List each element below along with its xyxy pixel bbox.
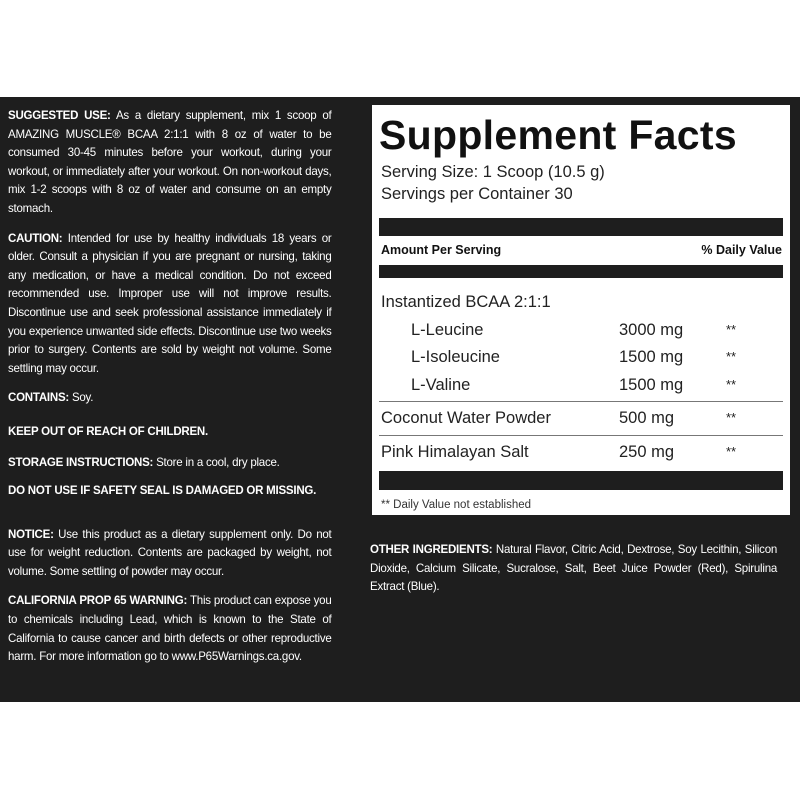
keep-out-text: KEEP OUT OF REACH OF CHILDREN. [8,423,208,438]
serving-info [381,161,605,205]
facts-row [381,321,783,349]
storage-section [8,453,332,472]
seal-warning [8,481,332,500]
facts-row [381,443,783,471]
divider-bar-bottom [379,471,783,490]
facts-row [381,409,783,437]
ingredient-name: L-Isoleucine [411,348,500,366]
other-ingredients-label: OTHER INGREDIENTS: [370,542,493,556]
daily-value-footnote: ** Daily Value not established [381,499,532,511]
directions-warnings-column [8,106,332,677]
notice-text: Use this product as a dietary supplement only. Do not use for weight reduction. Contents are packaged by weight, not volume. Some settling of powder may occur. [8,526,332,578]
prop65-section [8,591,332,665]
ingredient-amount: 500 mg [619,409,675,427]
ingredient-amount: 250 mg [619,443,675,461]
storage-text: Store in a cool, dry place. [153,454,280,469]
row-separator [379,435,783,436]
facts-row [381,348,783,376]
ingredient-amount: 3000 mg [619,321,684,339]
caution-text: Intended for use by healthy individuals 18 years or older. Consult a physician if you are pregnant or nursing, taking any medication, or have a medical condition. Do not exceed recommended use. Improper use will not improve results. Discontinue use and seek professional assistance immediately if you experience unwanted side effects. Discontinue use two weeks prior to surgery. Contents are sold by weight not volume. Some settling may occur. [8,230,332,375]
caution-section [8,229,332,378]
ingredient-name: Coconut Water Powder [381,409,551,427]
ingredient-dv: ** [726,322,737,337]
ingredient-name: L-Leucine [411,321,484,339]
ingredient-dv: ** [726,410,737,425]
ingredient-dv: ** [726,444,737,459]
contains-section [8,388,332,407]
suggested-use-label: SUGGESTED USE: [8,108,111,122]
other-ingredients-section [370,540,777,596]
keep-out-warning [8,422,332,441]
notice-section [8,525,332,581]
other-ingredients-text: Natural Flavor, Citric Acid, Dextrose, Soy Lecithin, Silicon Dioxide, Calcium Silicate, Sucralose, Salt, Beet Juice Powder (Red), Spirulina Extract (Blue). [370,542,778,594]
prop65-text: This product can expose you to chemicals including Lead, which is known to the State of California to cause cancer and birth defects or other reproductive harm. For more information go to www.P65Warnings.ca.gov. [8,593,332,664]
ingredient-name: L-Valine [411,376,471,394]
divider-bar-header [379,265,783,278]
ingredient-name: Pink Himalayan Salt [381,443,529,461]
daily-value-header: % Daily Value [701,243,782,257]
supplement-facts-box [372,105,790,515]
notice-label: NOTICE: [8,526,54,541]
row-separator [379,401,783,402]
serving-size: Serving Size: 1 Scoop (10.5 g) [381,163,605,181]
contains-label: CONTAINS: [8,390,69,405]
seal-warning-text: DO NOT USE IF SAFETY SEAL IS DAMAGED OR MISSING. [8,483,317,498]
ingredient-amount: 1500 mg [619,348,684,366]
caution-label: CAUTION: [8,230,63,245]
amount-per-serving-header: Amount Per Serving [381,243,502,257]
facts-row [381,376,783,404]
ingredient-dv: ** [726,349,737,364]
facts-row [381,293,783,321]
ingredient-amount: 1500 mg [619,376,684,394]
suggested-use-text: As a dietary supplement, mix 1 scoop of AMAZING MUSCLE® BCAA 2:1:1 with 8 oz of water to be consumed 30-45 minutes before your workout, during your workout, or immediately after your workout. On non-workout days, mix 1-2 scoops with 8 oz of water and consume on an empty stomach. [8,108,332,215]
contains-text: Soy. [68,390,94,405]
storage-label: STORAGE INSTRUCTIONS: [8,454,154,469]
facts-title: Supplement Facts [379,112,737,158]
prop65-label: CALIFORNIA PROP 65 WARNING: [8,593,188,608]
ingredient-dv: ** [726,377,737,392]
label-panel [0,97,800,702]
ingredient-name: Instantized BCAA 2:1:1 [381,293,551,311]
divider-bar-top [379,218,783,236]
suggested-use-section [8,106,332,218]
servings-per-container: Servings per Container 30 [381,185,573,203]
